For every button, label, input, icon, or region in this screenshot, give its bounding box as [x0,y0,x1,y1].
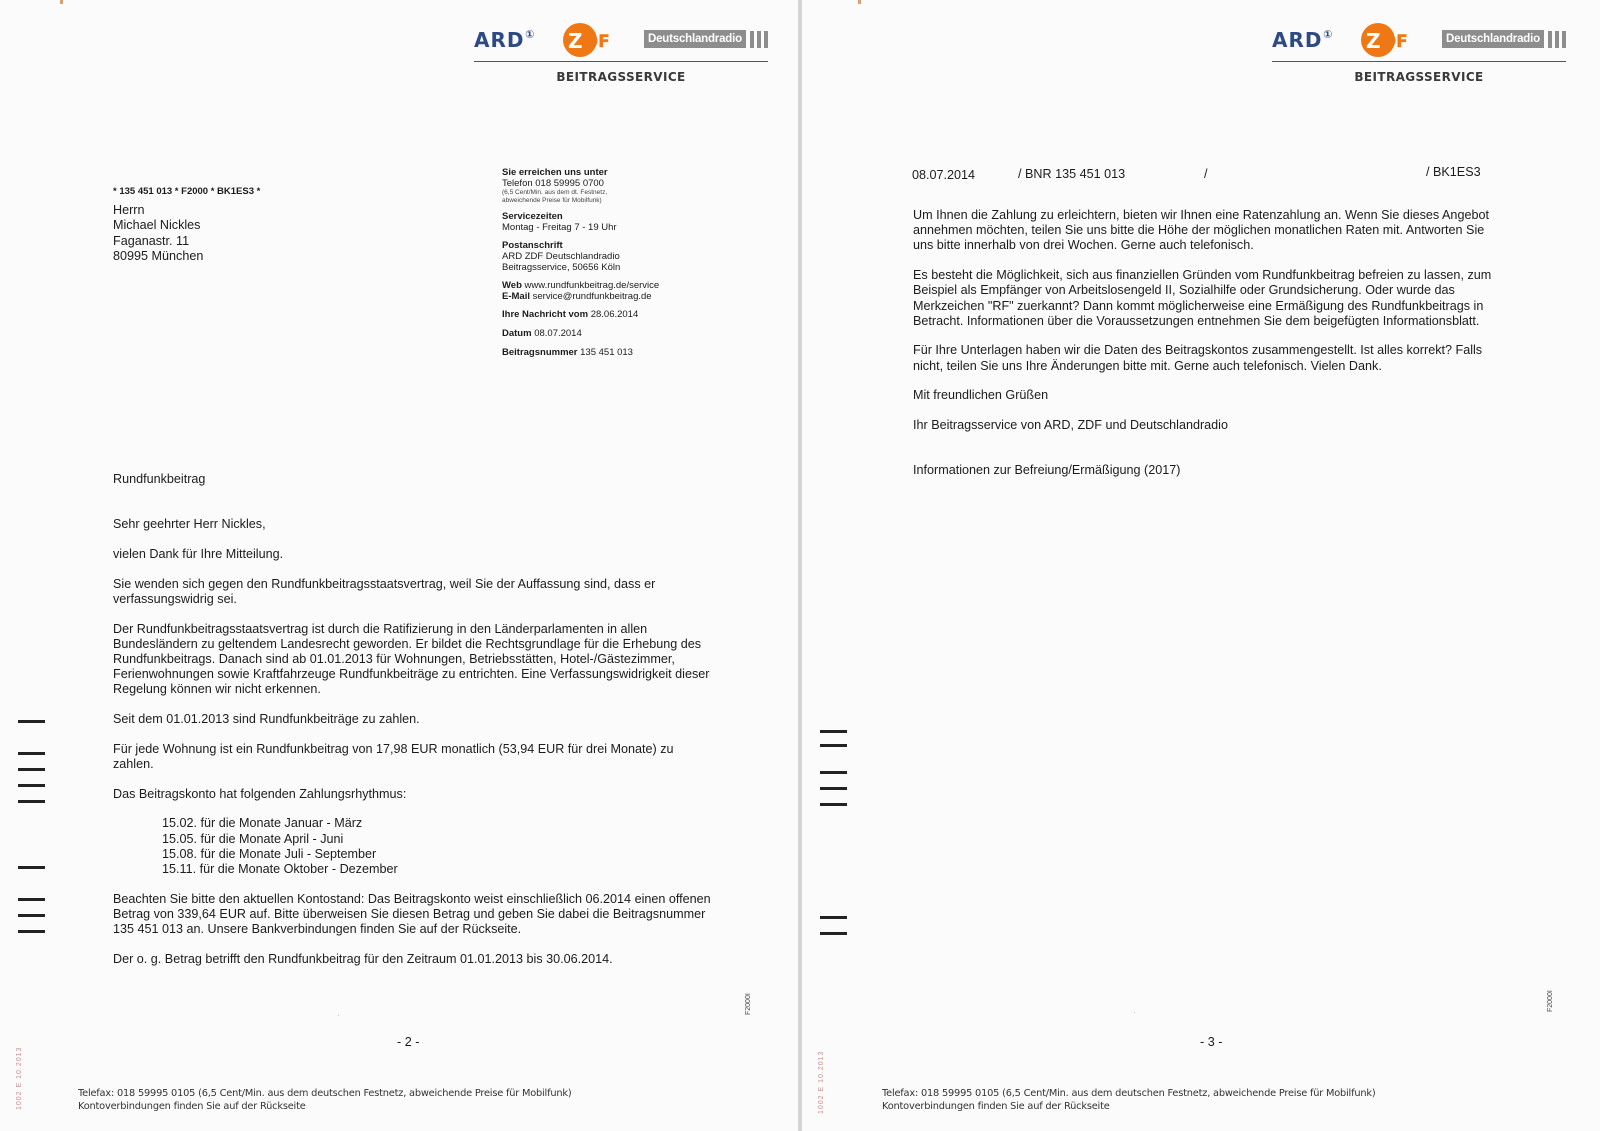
dradio-bars-icon [1548,31,1566,48]
contact-block [502,167,722,366]
schedule-item: 15.02. für die Monate Januar - März [162,816,363,831]
paragraph: Für jede Wohnung ist ein Rundfunkbeitrag von 17,98 EUR monatlich (53,94 EUR für drei Monate) zu zahlen. [113,741,674,771]
fold-mark [820,744,847,747]
message-date: 28.06.2014 [590,309,639,320]
contact-phone: Telefon 018 59995 0700 [502,178,604,189]
form-code: F2000I [1547,990,1554,1012]
svg-text:Z: Z [568,29,583,53]
enclosure: Informationen zur Befreiung/Ermäßigung (2017) [913,462,1181,477]
corner-tick [858,0,861,4]
header-rule [1272,61,1566,62]
fold-mark [18,720,45,723]
recipient-address [113,184,260,265]
side-code: 1002 E 10.2013 [16,1046,23,1110]
fold-mark [820,916,847,919]
letter-signature: Ihr Beitragsservice von ARD, ZDF und Deutschlandradio [913,417,1228,432]
contact-phone-note: (6,5 Cent/Min. aus dem dt. Festnetz, [502,189,608,196]
service-hours: Montag - Freitag 7 - 19 Uhr [502,222,617,233]
message-date-label: Ihre Nachricht vom [502,309,589,320]
fold-mark [18,768,45,771]
footer-fax: Telefax: 018 59995 0105 (6,5 Cent/Min. aus dem deutschen Festnetz, abweichende Preise für Mobilfunk) [882,1088,1376,1099]
ard-one-icon: ① [525,28,536,41]
letter-page-3 [802,0,1600,1131]
scan-dot: · [337,1011,340,1020]
paragraph: vielen Dank für Ihre Mitteilung. [113,546,284,561]
email-label: E-Mail [502,291,530,302]
fold-mark [820,803,847,806]
header-logos [1272,20,1566,90]
contribution-number: 135 451 013 [580,347,633,358]
paragraph: Für Ihre Unterlagen haben wir die Daten des Beitragskontos zusammengestellt. Ist alles korrekt? Falls nicht, teilen Sie uns Ihre Änderungen bitte mit. Gerne auch telefonisch. Vielen Dank. [913,343,1483,373]
address-name: Michael Nickles [113,218,201,232]
corner-tick [60,0,63,4]
schedule-item: 15.11. für die Monate Oktober - Dezember [162,861,398,876]
zdf-logo [562,22,620,58]
scan-dot: · [1133,1008,1136,1017]
dradio-bars-icon [750,31,768,48]
header-logos [474,20,768,90]
form-code: F2000I [745,993,752,1015]
payment-schedule [113,816,713,877]
letter-subject: Rundfunkbeitrag [113,472,206,486]
beitragsservice-label: BEITRAGSSERVICE [1354,70,1484,84]
paragraph: Beachten Sie bitte den aktuellen Kontostand: Das Beitragskonto weist einschließlich 06.2014 einen offenen Betrag von 339,64 EUR auf. Bitte überweisen Sie diesen Betrag und geben Sie dabei die Beitragsnummer 135 451 013 an. Unsere Bankverbindungen finden Sie auf der Rückseite. [113,891,711,937]
footer [78,1087,571,1113]
svg-text:DF: DF [584,32,610,52]
contribution-number-label: Beitragsnummer [502,347,578,358]
postal-address-line-2: Beitragsservice, 50656 Köln [502,262,621,273]
header-rule [474,61,768,62]
deutschlandradio-logo: Deutschlandradio [1442,30,1566,48]
paragraph: Es besteht die Möglichkeit, sich aus finanziellen Gründen vom Rundfunkbeitrag befreien zu lassen, zum Beispiel als Empfänger von Arbeitslosengeld II, Sozialhilfe oder Grundsicherung. Oder wurde das Merkzeichen "RF" zuerkannt? Dann kommt möglicherweise eine Ermäßigung des Rundfunkbeitrags in Betracht. Informationen über die Voraussetzungen entnehmen Sie dem beigefügten Informationsblatt. [913,268,1492,328]
footer-bank: Kontoverbindungen finden Sie auf der Rückseite [882,1101,1110,1112]
footer-fax: Telefax: 018 59995 0105 (6,5 Cent/Min. aus dem deutschen Festnetz, abweichende Preise für Mobilfunk) [78,1088,572,1099]
paragraph: Der o. g. Betrag betrifft den Rundfunkbeitrag für den Zeitraum 01.01.2013 bis 30.06.2014. [113,951,613,966]
email-link[interactable]: service@rundfunkbeitrag.de [532,291,652,302]
ard-logo: ARD ① [474,28,536,52]
page-number: - 3 - [1200,1035,1223,1049]
postal-address-heading: Postanschrift [502,240,563,251]
web-link[interactable]: www.rundfunkbeitrag.de/service [524,280,660,291]
schedule-item: 15.08. für die Monate Juli - September [162,846,377,861]
fold-mark [820,932,847,935]
paragraph: Um Ihnen die Zahlung zu erleichtern, bieten wir Ihnen eine Ratenzahlung an. Wenn Sie dieses Angebot annehmen möchten, teilen Sie uns bitte die Höhe der möglichen monatlichen Raten mit. Antworten Sie uns bitte innerhalb von drei Wochen. Gerne auch telefonisch. [913,208,1489,253]
fold-mark [18,752,45,755]
letter-date-label: Datum [502,328,532,339]
letter-date: 08.07.2014 [534,328,582,339]
paragraph: Das Beitragskonto hat folgenden Zahlungsrhythmus: [113,786,407,801]
page-number: - 2 - [397,1035,420,1049]
fold-mark [18,898,45,901]
address-city: 80995 München [113,249,204,263]
deutschlandradio-logo: Deutschlandradio [644,30,768,48]
svg-text:Z: Z [1366,29,1381,53]
fold-mark [18,784,45,787]
schedule-item: 15.05. für die Monate April - Juni [162,831,344,846]
reference-separator: / [1204,167,1208,181]
reference-date: 08.07.2014 [912,168,976,182]
side-code: 1002 E 10.2013 [818,1050,825,1114]
address-street: Faganastr. 11 [113,233,190,248]
beitragsservice-label: BEITRAGSSERVICE [556,70,686,84]
letter-page-2 [0,0,798,1131]
footer [882,1087,1375,1113]
web-label: Web [502,280,522,291]
ard-one-icon: ① [1323,28,1334,41]
fold-mark [820,787,847,790]
fold-mark [18,914,45,917]
fold-mark [820,771,847,774]
contact-heading: Sie erreichen uns unter [502,167,608,178]
address-salutation: Herrn [113,202,145,217]
paragraph: Sie wenden sich gegen den Rundfunkbeitragsstaatsvertrag, weil Sie der Auffassung sind, dass er verfassungswidrig sei. [113,576,656,606]
footer-bank: Kontoverbindungen finden Sie auf der Rückseite [78,1101,306,1112]
ard-logo: ARD ① [1272,28,1334,52]
fold-mark [820,730,847,733]
letter-closing: Mit freundlichen Grüßen [913,388,1049,403]
service-hours-heading: Servicezeiten [502,211,563,222]
address-code: * 135 451 013 * F2000 * BK1ES3 * [113,186,261,197]
letter-greeting: Sehr geehrter Herr Nickles, [113,517,266,532]
paragraph: Der Rundfunkbeitragsstaatsvertrag ist durch die Ratifizierung in den Länderparlamenten in allen Bundesländern zu geltendem Landesrecht geworden. Er bildet die Rechtsgrundlage für die Erhebung des Rundfunkbeitrags. Danach sind ab 01.01.2013 für Wohnungen, Betriebsstätten, Hotel-/Gästezimmer, Ferienwohnungen sowie Kraftfahrzeuge Rundfunkbeiträge zu entrichten. Eine Verfassungswidrigkeit dieser Regelung können wir nicht erkennen. [113,621,710,697]
letter-body [113,472,713,981]
fold-mark [18,930,45,933]
fold-mark [18,800,45,803]
contact-phone-note-2: abweichende Preise für Mobilfunk) [502,196,602,204]
reference-code: / BK1ES3 [1426,165,1481,179]
svg-text:DF: DF [1382,32,1408,52]
letter-body [913,208,1503,492]
zdf-logo [1360,22,1418,58]
reference-bnr: / BNR 135 451 013 [1018,167,1126,181]
fold-mark [18,866,45,869]
postal-address-line: ARD ZDF Deutschlandradio [502,251,620,262]
paragraph: Seit dem 01.01.2013 sind Rundfunkbeiträge zu zahlen. [113,712,420,727]
